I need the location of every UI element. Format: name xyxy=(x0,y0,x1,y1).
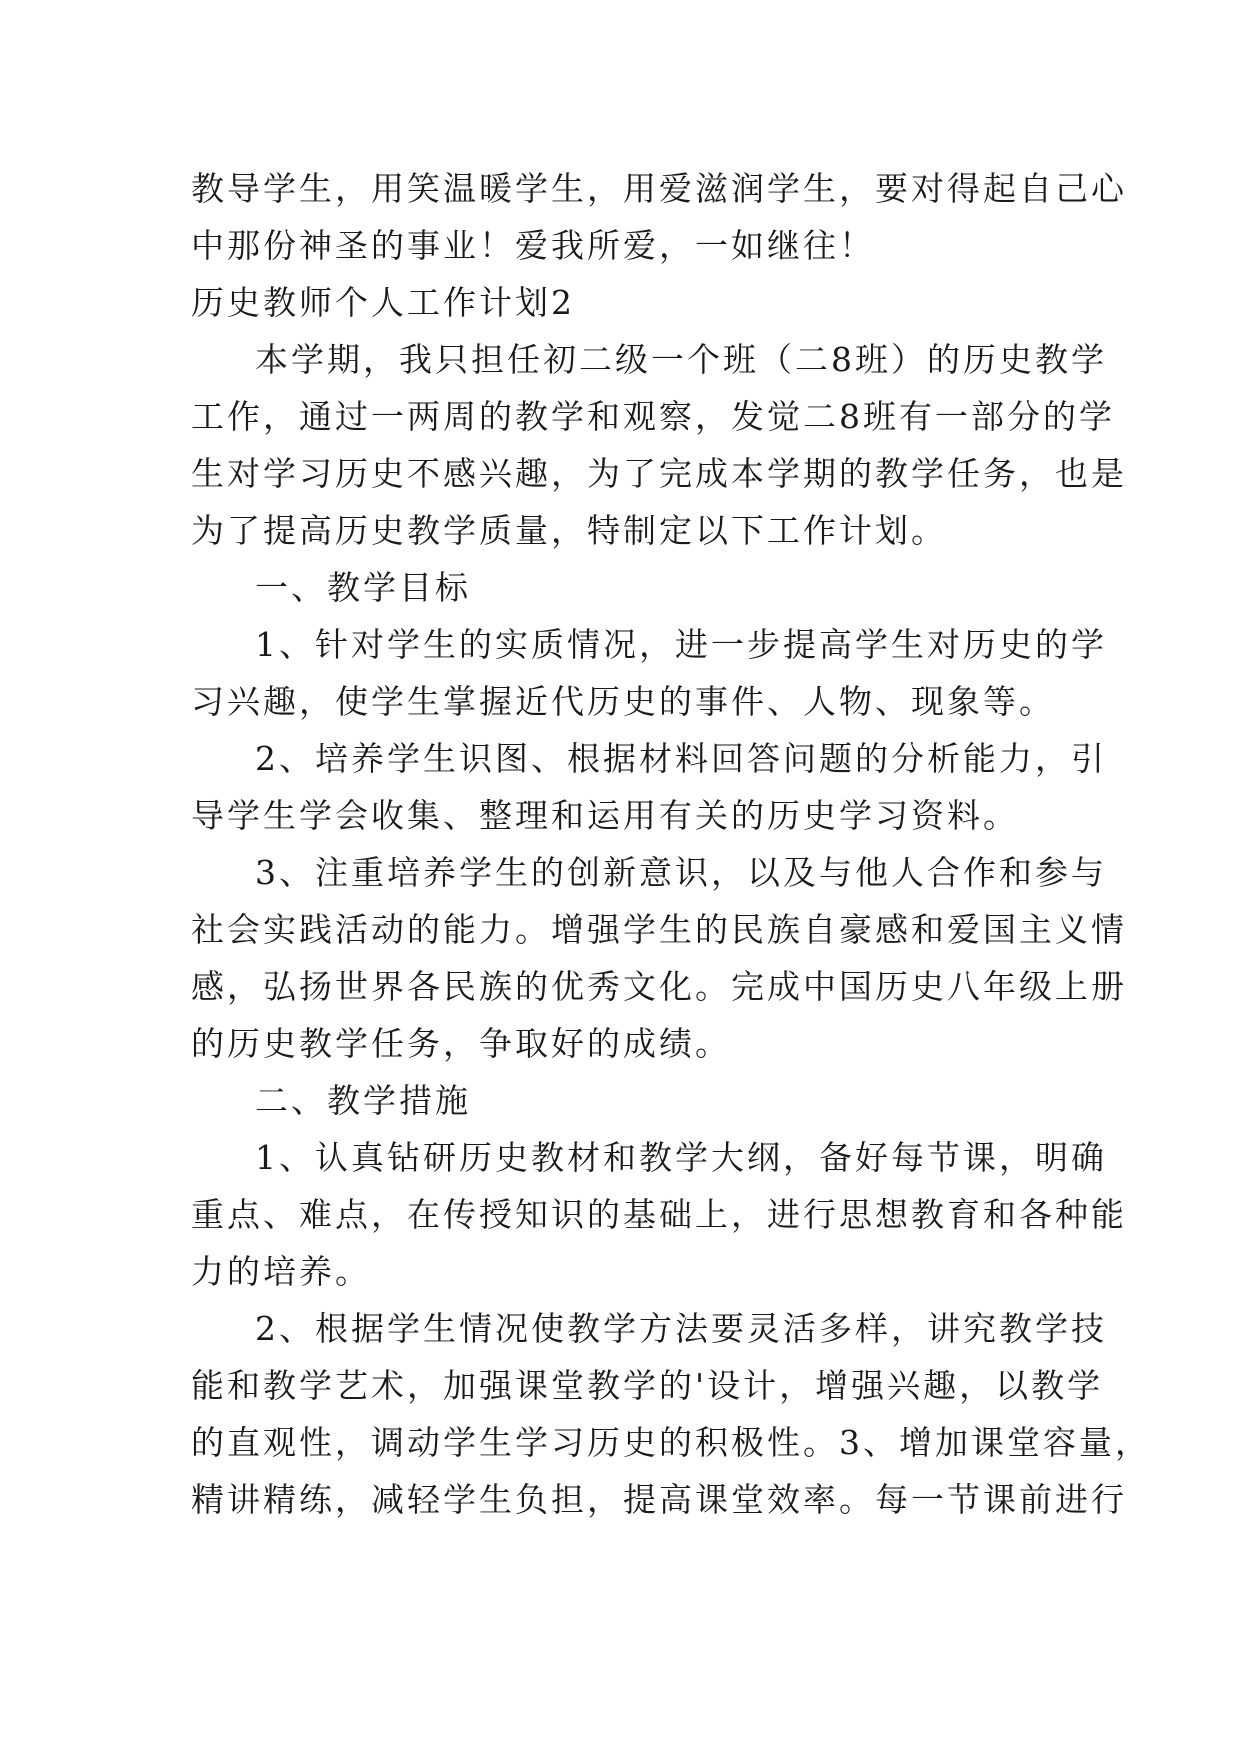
paragraph-start: 本学期，我只担任初二级一个班（二8班）的历史教学 xyxy=(255,340,1107,379)
list-item-start: 3、注重培养学生的创新意识，以及与他人合作和参与 xyxy=(255,853,1107,892)
subheading-objectives: 一、教学目标 xyxy=(255,568,471,607)
text-line: 重点、难点，在传授知识的基础上，进行思想教育和各种能 xyxy=(191,1195,1127,1234)
subheading-measures: 二、教学措施 xyxy=(255,1081,471,1120)
text-line: 为了提高历史教学质量，特制定以下工作计划。 xyxy=(191,511,947,550)
list-item-start: 1、认真钻研历史教材和教学大纲，备好每节课，明确 xyxy=(255,1138,1107,1177)
text-line: 工作，通过一两周的教学和观察，发觉二8班有一部分的学 xyxy=(191,397,1115,436)
text-line: 社会实践活动的能力。增强学生的民族自豪感和爱国主义情 xyxy=(191,910,1127,949)
text-line: 力的培养。 xyxy=(191,1252,371,1291)
text-line: 中那份神圣的事业！爱我所爱，一如继往！ xyxy=(191,226,875,265)
list-item-start: 1、针对学生的实质情况，进一步提高学生对历史的学 xyxy=(255,625,1107,664)
text-line: 的历史教学任务，争取好的成绩。 xyxy=(191,1024,731,1063)
text-line: 精讲精练，减轻学生负担，提高课堂效率。每一节课前进行 xyxy=(191,1480,1127,1519)
document-body xyxy=(191,160,1151,1528)
section-heading: 历史教师个人工作计划2 xyxy=(191,283,575,322)
text-line: 感，弘扬世界各民族的优秀文化。完成中国历史八年级上册 xyxy=(191,967,1127,1006)
list-item-start: 2、培养学生识图、根据材料回答问题的分析能力，引 xyxy=(255,739,1107,778)
text-line: 教导学生，用笑温暖学生，用爱滋润学生，要对得起自己心 xyxy=(191,169,1127,208)
text-line: 的直观性，调动学生学习历史的积极性。3、增加课堂容量， xyxy=(191,1423,1151,1462)
text-line: 生对学习历史不感兴趣，为了完成本学期的教学任务，也是 xyxy=(191,454,1127,493)
text-line: 能和教学艺术，加强课堂教学的'设计，增强兴趣，以教学 xyxy=(191,1366,1104,1405)
text-line: 习兴趣，使学生掌握近代历史的事件、人物、现象等。 xyxy=(191,682,1055,721)
text-line: 导学生学会收集、整理和运用有关的历史学习资料。 xyxy=(191,796,1019,835)
list-item-start: 2、根据学生情况使教学方法要灵活多样，讲究教学技 xyxy=(255,1309,1107,1348)
